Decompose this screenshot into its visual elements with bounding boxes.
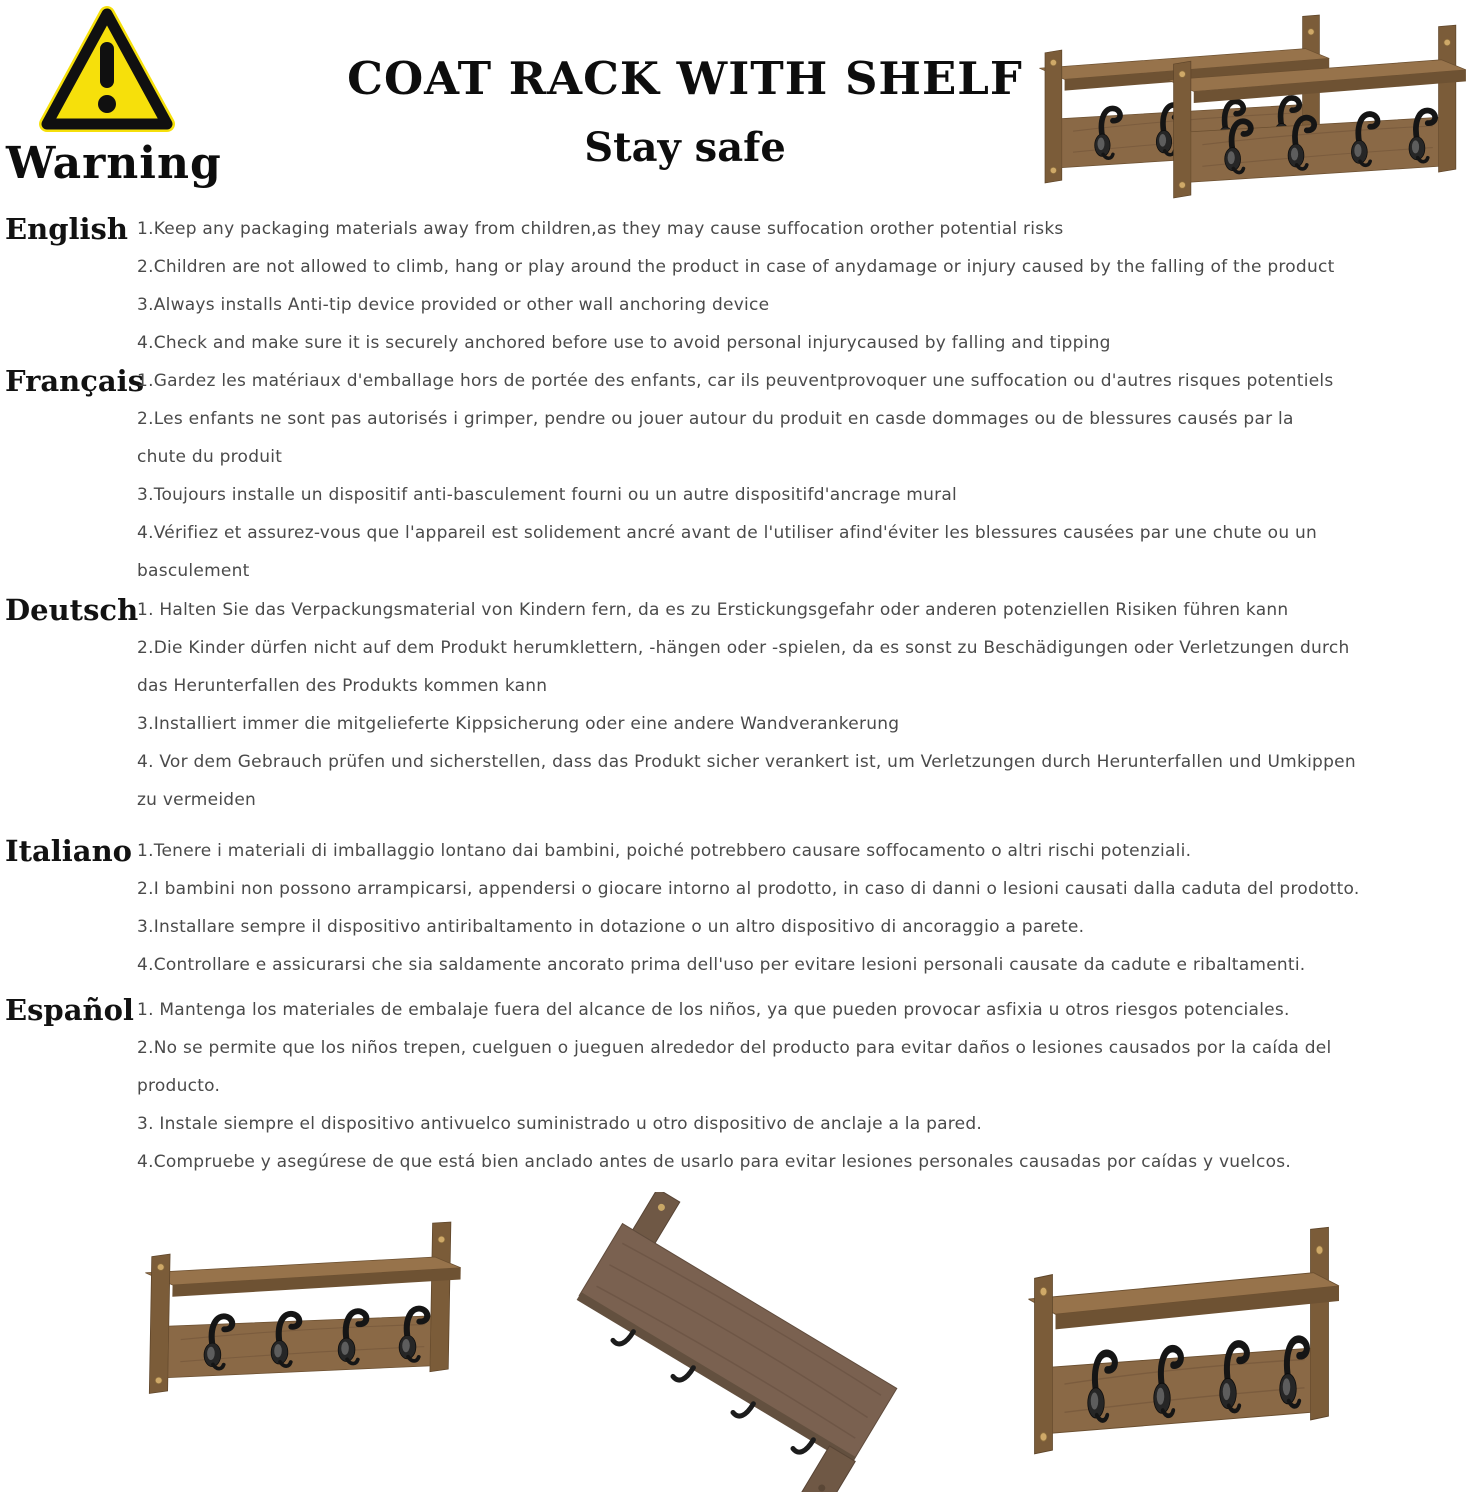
warning-line: 1.Gardez les matériaux d'emballage hors de portée des enfants, car ils peuventprovoquer une suffocation ou d'autres risques potentiels [137,371,1334,391]
warning-line: 1.Tenere i materiali di imballaggio lontano dai bambini, poiché potrebbero causare soffocamento o altri rischi potenziali. [137,841,1192,861]
warning-line: 3.Installiert immer die mitgelieferte Kippsicherung oder eine andere Wandverankerung [137,714,900,734]
warning-lines-italiano [137,832,1360,984]
warning-section-espanol [5,991,1331,1181]
warning-line: 4.Check and make sure it is securely anchored before use to avoid personal injurycaused by falling and tipping [137,333,1111,353]
warning-line: 2.Children are not allowed to climb, hang or play around the product in case of anydamage or injury caused by the falling of the product [137,257,1335,277]
exclamation-bar [100,42,114,88]
warning-section-francais [5,362,1334,590]
warning-line: 2.Les enfants ne sont pas autorisés i grimper, pendre ou jouer autour du produit en casde dommages ou de blessures causés par la [137,409,1294,429]
warning-lines-espanol [137,991,1331,1181]
product-photo-two-coat-racks [1028,8,1468,208]
warning-line: 2.Die Kinder dürfen nicht auf dem Produkt herumklettern, -hängen oder -spielen, da es sonst zu Beschädigungen oder Verletzungen durch [137,638,1350,658]
warning-line: das Herunterfallen des Produkts kommen kann [137,676,548,696]
warning-line: 4.Vérifiez et assurez-vous que l'appareil est solidement ancré avant de l'utiliser afind'éviter les blessures causées par une chute ou un [137,523,1318,543]
product-photo-angled-view [128,1212,463,1411]
warning-line: 3. Instale siempre el dispositivo antivuelco suministrado u otro dispositivo de anclaje a la pared. [137,1114,983,1134]
language-label-francais: Français [5,364,145,398]
page-subtitle: Stay safe [584,124,786,171]
language-label-espanol: Español [5,993,134,1027]
page-title: COAT RACK WITH SHELF [347,52,1023,105]
language-label-english: English [5,212,128,246]
warning-section-deutsch [5,591,1356,819]
warning-line: 3.Toujours installe un dispositif anti-basculement fourni ou un autre dispositifd'ancrage mural [137,485,958,505]
warning-label: Warning [6,138,222,189]
exclamation-dot [98,95,116,113]
warning-lines-english [137,210,1335,362]
language-label-deutsch: Deutsch [5,593,139,627]
warning-line: 4.Controllare e assicurarsi che sia saldamente ancorato prima dell'uso per evitare lesioni personali causate da cadute e ribaltamenti. [137,955,1306,975]
warning-line: 2.I bambini non possono arrampicarsi, appendersi o giocare intorno al prodotto, in caso di danni o lesioni causati dalla caduta del prodotto. [137,879,1360,899]
warning-line: producto. [137,1076,221,1096]
warning-section-english [5,210,1335,362]
warning-line: 1. Mantenga los materiales de embalaje fuera del alcance de los niños, ya que pueden provocar asfixia u otros riesgos potenciales. [137,1000,1290,1020]
warning-lines-deutsch [137,591,1356,819]
warning-banner [6,4,222,189]
warning-line: basculement [137,561,250,581]
warning-section-italiano [5,832,1360,984]
warning-line: 4.Compruebe y asegúrese de que está bien anclado antes de usarlo para evitar lesiones personales causadas por caídas y vuelcos. [137,1152,1291,1172]
warning-line: chute du produit [137,447,283,467]
product-photo-top-view [548,1192,928,1496]
warning-line: 1. Halten Sie das Verpackungsmaterial von Kindern fern, da es zu Erstickungsgefahr oder anderen potenziellen Risiken führen kann [137,600,1289,620]
warning-line: 2.No se permite que los niños trepen, cuelguen o jueguen alrededor del producto para evitar daños o lesiones causados por la caída del [137,1038,1332,1058]
language-label-italiano: Italiano [5,834,133,868]
title-block [305,52,1065,170]
warning-line: 3.Always installs Anti-tip device provided or other wall anchoring device [137,295,770,315]
product-photo-front-view [1012,1218,1342,1472]
warning-triangle-icon [37,4,177,136]
warning-line: 4. Vor dem Gebrauch prüfen und sicherstellen, dass das Produkt sicher verankert ist, um Verletzungen durch Herunterfallen und Umkippen [137,752,1356,772]
warning-line: 3.Installare sempre il dispositivo antiribaltamento in dotazione o un altro dispositivo di ancoraggio a parete. [137,917,1085,937]
warning-line: 1.Keep any packaging materials away from children,as they may cause suffocation orother potential risks [137,219,1064,239]
warning-line: zu vermeiden [137,790,257,810]
warning-lines-francais [137,362,1334,590]
